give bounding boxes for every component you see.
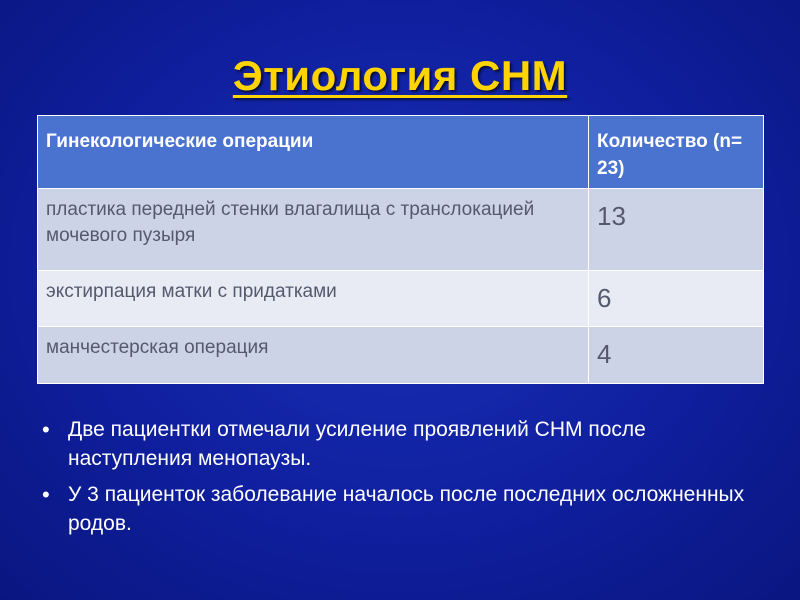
- operations-table: [37, 115, 764, 384]
- operation-cell: экстирпация матки с придатками: [38, 271, 589, 327]
- header-count: Количество (n= 23): [589, 116, 764, 189]
- note-text: Две пациентки отмечали усиление проявлений СНМ после наступления менопаузы.: [68, 418, 646, 470]
- operation-cell: манчестерская операция: [38, 327, 589, 384]
- header-operations: Гинекологические операции: [38, 116, 589, 189]
- bullet-icon: •: [42, 482, 50, 507]
- table-header-row: [38, 116, 764, 189]
- bullet-icon: •: [42, 417, 50, 442]
- table-row: [38, 327, 764, 384]
- count-cell: 13: [589, 189, 764, 271]
- list-item: [42, 415, 762, 473]
- count-cell: 4: [589, 327, 764, 384]
- table-row: [38, 189, 764, 271]
- table-row: [38, 271, 764, 327]
- notes-list: [42, 415, 762, 545]
- operation-cell: пластика передней стенки влагалища с транслокацией мочевого пузыря: [38, 189, 589, 271]
- count-cell: 6: [589, 271, 764, 327]
- list-item: [42, 480, 762, 538]
- slide-title: Этиология СНМ: [232, 52, 568, 99]
- note-text: У 3 пациенток заболевание началось после последних осложненных родов.: [68, 483, 745, 535]
